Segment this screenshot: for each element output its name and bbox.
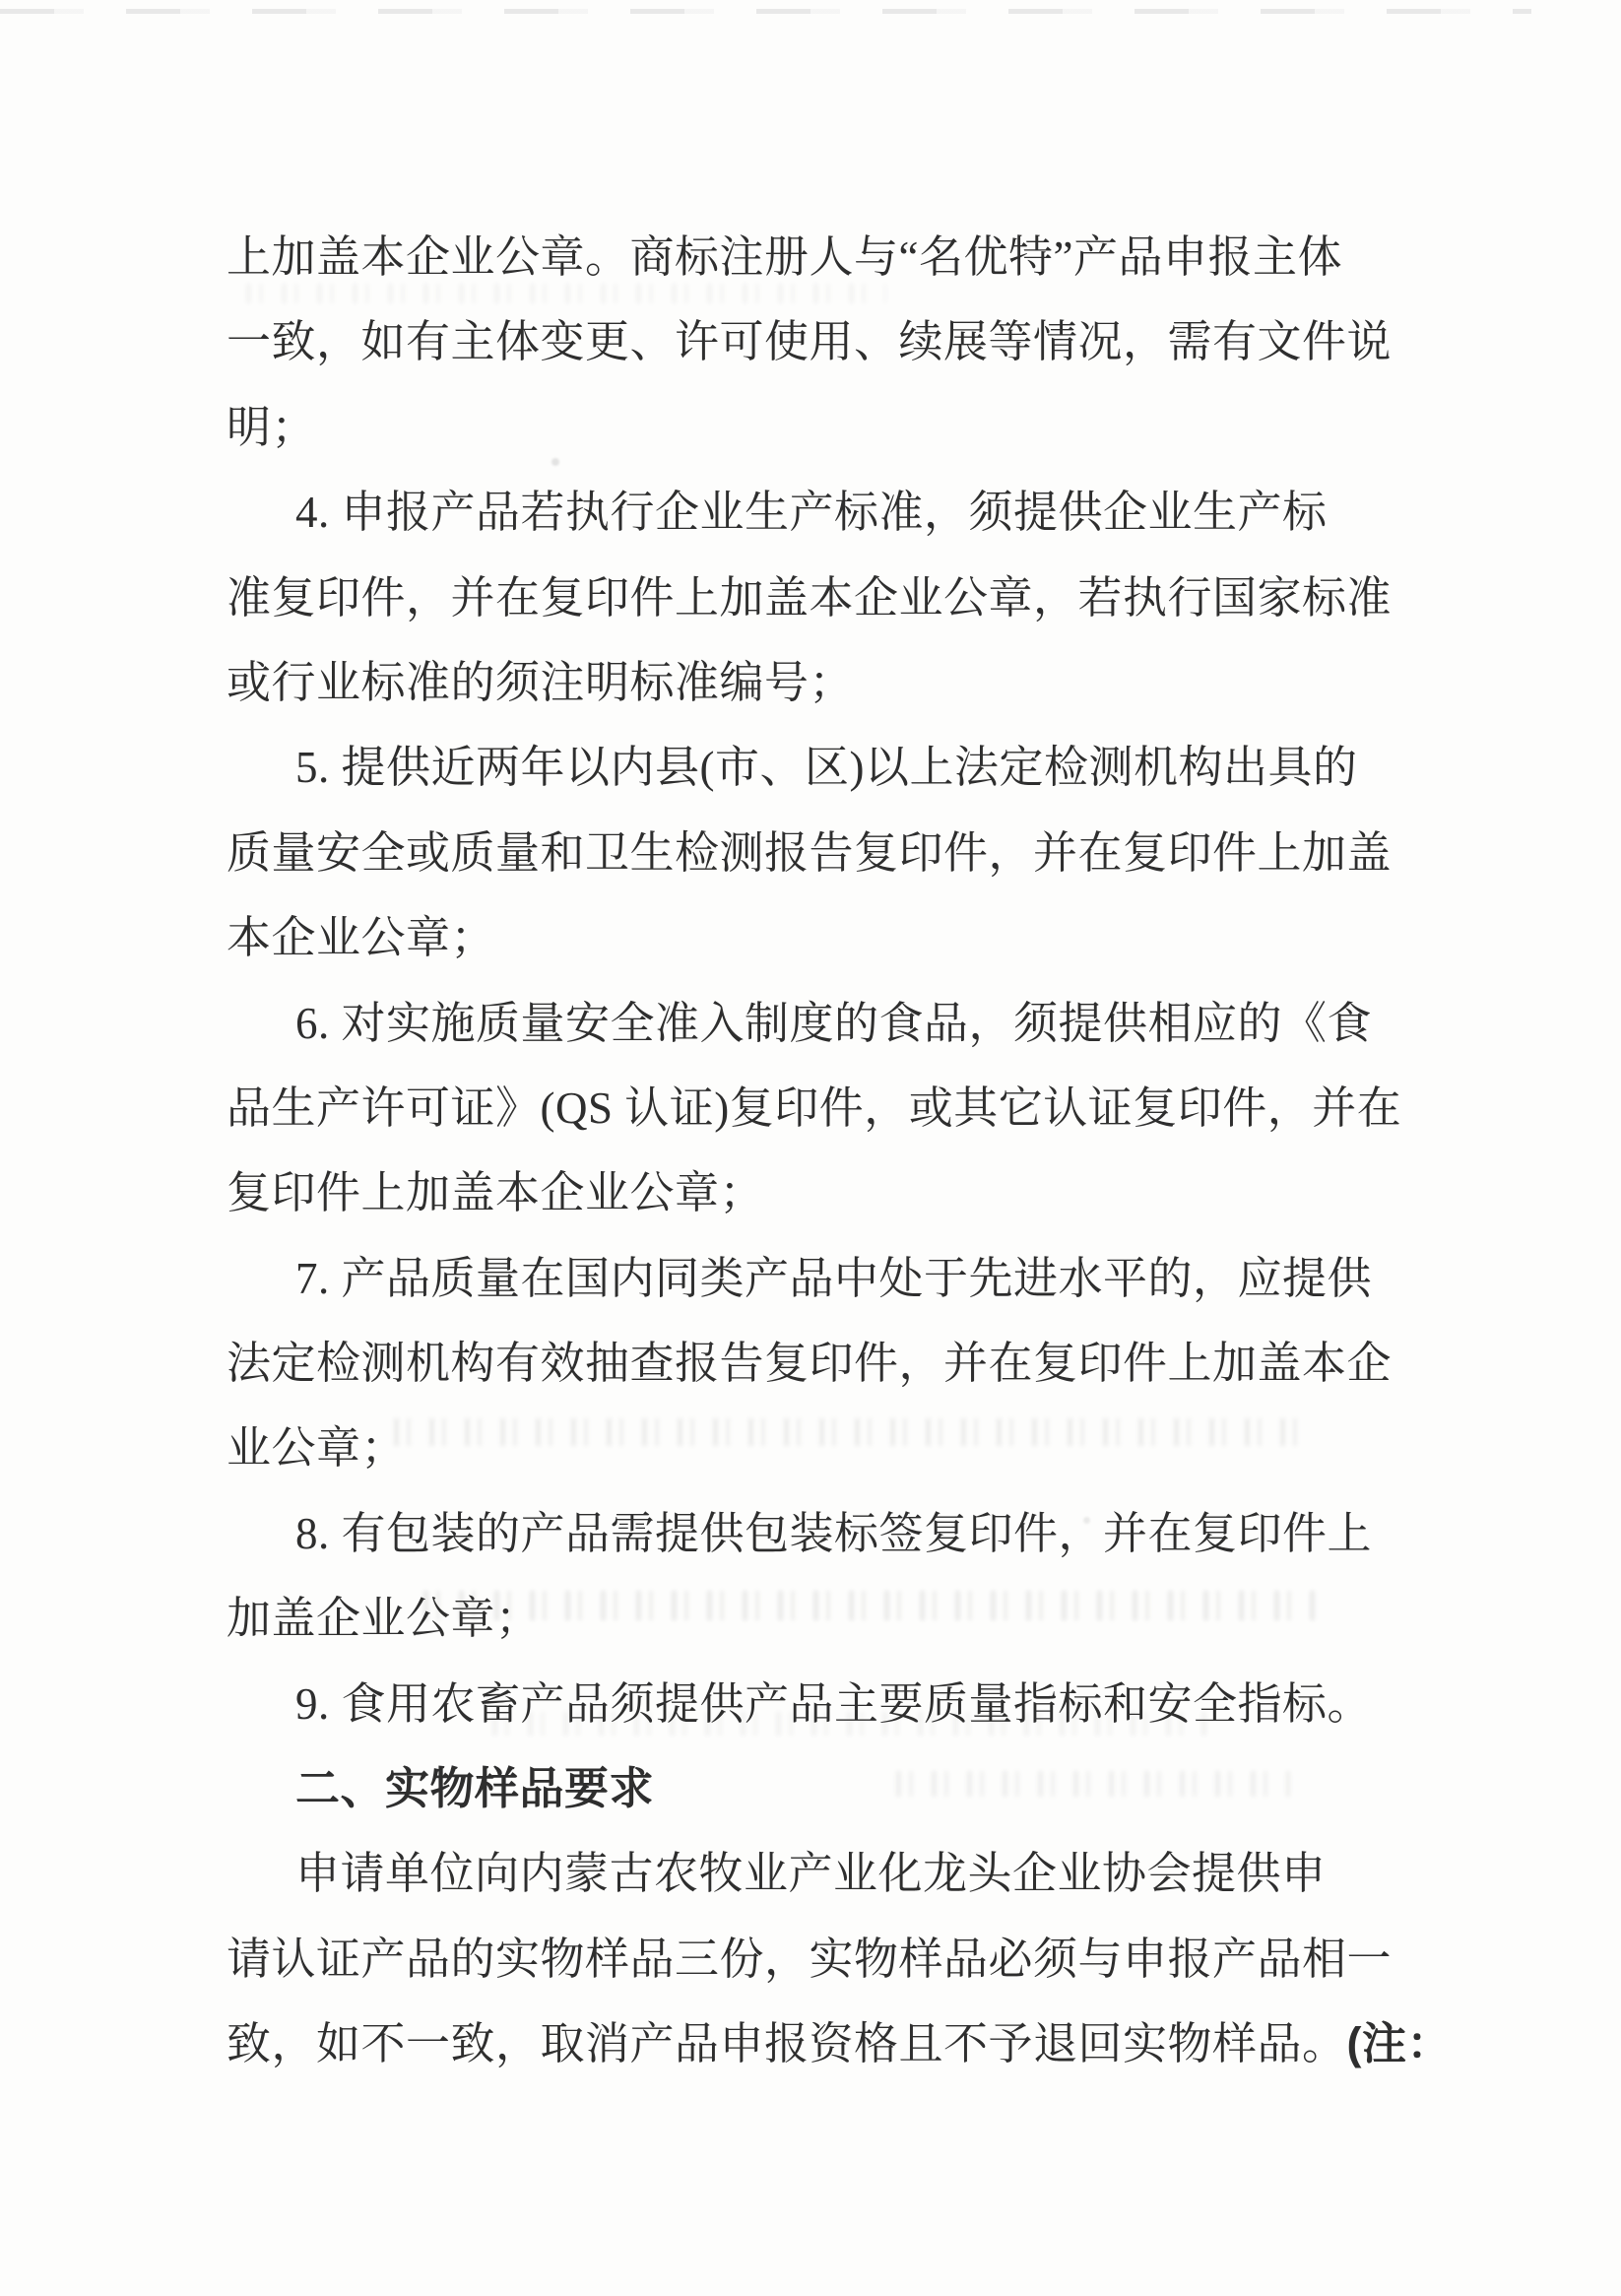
- text-run: 申请单位向内蒙古农牧业产业化龙头企业协会提供申: [295, 1849, 1327, 1899]
- text-line: [227, 811, 1403, 895]
- text-line: [227, 2001, 1453, 2086]
- text-run: 明；: [227, 402, 317, 452]
- text-run: 复印件上加盖本企业公章；: [227, 1168, 765, 1218]
- text-line: [227, 895, 1403, 980]
- text-run: 8. 有包装的产品需提供包装标签复印件，并在复印件上: [295, 1508, 1373, 1558]
- text-line: [227, 1236, 1403, 1321]
- text-run: 6. 对实施质量安全准入制度的食品，须提供相应的《食: [295, 998, 1373, 1048]
- text-run: 上加盖本企业公章。商标注册人与“名优特”产品申报主体: [227, 232, 1342, 282]
- text-line: [227, 725, 1403, 810]
- text-run: 7. 产品质量在国内同类产品中处于先进水平的，应提供: [295, 1253, 1373, 1303]
- text-run: 致，如不一致，取消产品申报资格且不予退回实物样品。: [227, 2019, 1347, 2069]
- text-run: 一致，如有主体变更、许可使用、续展等情况，需有文件说: [227, 317, 1393, 367]
- text-run: 二、实物样品要求: [295, 1763, 655, 1814]
- text-line: [227, 1321, 1403, 1406]
- text-run: 请认证产品的实物样品三份，实物样品必须与申报产品相一: [227, 1934, 1393, 1984]
- text-line: [227, 981, 1403, 1066]
- text-run: 质量安全或质量和卫生检测报告复印件，并在复印件上加盖: [227, 827, 1393, 878]
- text-run: 4. 申报产品若执行企业生产标准，须提供企业生产标: [295, 488, 1328, 538]
- text-line: [227, 299, 1403, 384]
- text-run: 或行业标准的须注明标准编号；: [227, 657, 855, 707]
- text-run: 业公章；: [227, 1423, 407, 1474]
- document-body: [227, 215, 1453, 2087]
- scan-edge-artifact: [0, 9, 1531, 14]
- text-run: 本企业公章；: [227, 913, 496, 963]
- text-line: [227, 215, 1403, 299]
- text-line: [227, 640, 1403, 725]
- text-run: 法定检测机构有效抽查报告复印件，并在复印件上加盖本企: [227, 1339, 1393, 1389]
- text-line: [227, 1066, 1403, 1150]
- text-run: 9. 食用农畜产品须提供产品主要质量指标和安全指标。: [295, 1678, 1373, 1729]
- text-run: 品生产许可证》(QS 认证)复印件，或其它认证复印件，并在: [227, 1082, 1402, 1133]
- text-line: [227, 1917, 1403, 2001]
- text-line: [227, 1576, 1403, 1661]
- text-run: 准复印件，并在复印件上加盖本企业公章，若执行国家标准: [227, 572, 1393, 623]
- text-line: [227, 1150, 1403, 1235]
- text-line: [227, 470, 1403, 555]
- section-heading: [227, 1746, 1403, 1831]
- text-run: 5. 提供近两年以内县(市、区)以上法定检测机构出具的: [295, 743, 1358, 793]
- text-line: [227, 1662, 1403, 1746]
- text-line: [227, 1491, 1403, 1576]
- text-line: [227, 556, 1403, 640]
- text-line: [227, 385, 1403, 470]
- text-run: (注：: [1346, 2018, 1453, 2069]
- text-line: [227, 1831, 1403, 1916]
- text-run: 加盖企业公章；: [227, 1594, 541, 1644]
- text-line: [227, 1406, 1403, 1490]
